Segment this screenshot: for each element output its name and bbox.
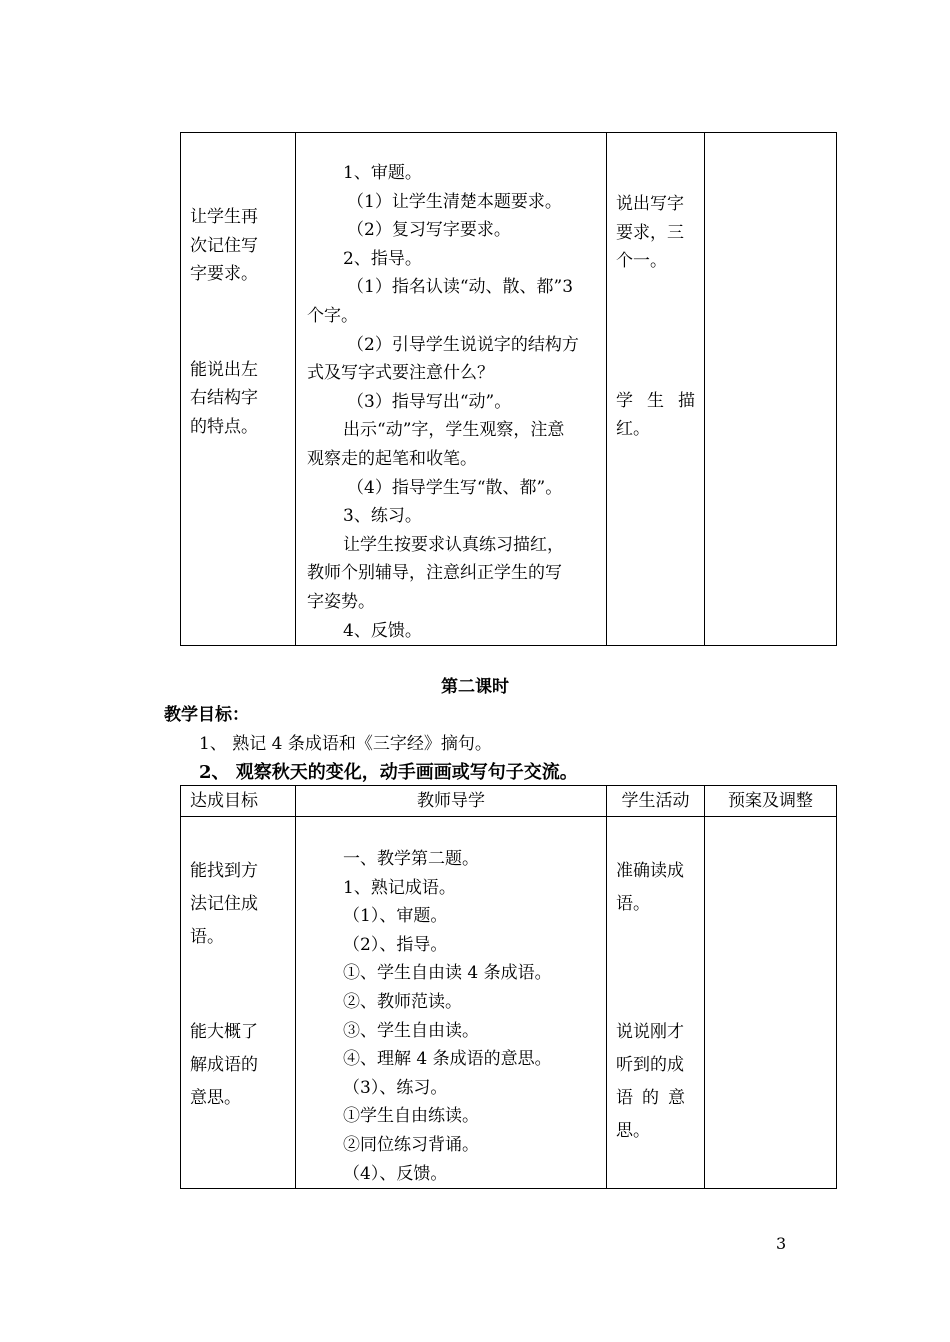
guide-line: 观察走的起笔和收笔。: [307, 448, 477, 469]
header-goal: 达成目标: [181, 786, 296, 817]
activity-line: 准确读成: [616, 861, 684, 881]
guide-line: （1）指名认读“动、散、都”3: [347, 277, 574, 298]
goal-line: 法记住成: [190, 894, 258, 914]
student-activity-cell: [607, 133, 709, 646]
guide-line: 出示“动”字，学生观察，注意: [343, 420, 565, 441]
goal-line: 意思。: [190, 1088, 241, 1108]
activity-line: 学生描: [616, 390, 709, 411]
goal-line: 的特点。: [190, 416, 258, 437]
guide-line: （3）指导写出“动”。: [347, 391, 512, 412]
guide-line: （2）、指导。: [343, 934, 448, 955]
guide-line: 教师个别辅导，注意纠正学生的写: [307, 563, 562, 584]
guide-line: 3、练习。: [343, 506, 422, 527]
goal-item-2: 2、 观察秋天的变化，动手画画或写句子交流。: [199, 762, 578, 783]
guide-line: 一、教学第二题。: [343, 849, 479, 869]
activity-line: 说出写字: [616, 194, 684, 214]
guide-line: （3）、练习。: [343, 1077, 448, 1098]
guide-line: ②同位练习背诵。: [343, 1134, 479, 1155]
activity-line: 要求，三: [616, 222, 684, 243]
guide-line: 让学生按要求认真练习描红，: [343, 534, 564, 555]
guide-line: （1）、审题。: [343, 906, 448, 927]
activity-line: 个一。: [616, 251, 667, 272]
activity-line: 说说刚才: [616, 1022, 684, 1042]
teacher-guide-cell: [296, 133, 607, 646]
page-number: 3: [776, 1234, 787, 1253]
guide-line: 个字。: [307, 305, 358, 326]
goal-line: 右结构字: [190, 388, 258, 409]
goal-cell: [181, 133, 296, 646]
goal-line: 字要求。: [190, 264, 258, 285]
guide-line: 1、审题。: [343, 163, 422, 183]
goal-line: 能说出左: [190, 359, 258, 380]
activity-line: 红。: [616, 419, 650, 440]
guide-line: 2、指导。: [343, 248, 422, 269]
guide-line: （4）、反馈。: [343, 1163, 448, 1184]
guide-line: 4、反馈。: [343, 620, 422, 641]
guide-line: ①、学生自由读 4 条成语。: [343, 963, 552, 984]
goal-line: 能大概了: [190, 1022, 258, 1042]
guide-line: （1）让学生清楚本题要求。: [347, 191, 562, 212]
lesson-table-2: [180, 785, 837, 1189]
goal-line: 能找到方: [190, 861, 258, 881]
header-student-activity: 学生活动: [607, 786, 705, 817]
guide-line: ①学生自由练读。: [343, 1106, 479, 1127]
adjustment-cell: [705, 133, 837, 646]
goal-line: 次记住写: [190, 235, 258, 256]
guide-line: ④、理解 4 条成语的意思。: [343, 1049, 552, 1070]
guide-line: （4）指导学生写“散、都”。: [347, 477, 563, 498]
guide-line: 字姿势。: [307, 591, 375, 612]
goal-item-1: 1、 熟记 4 条成语和《三字经》摘句。: [199, 734, 492, 754]
guide-line: ②、教师范读。: [343, 991, 462, 1012]
guide-line: 式及写字式要注意什么？: [307, 363, 494, 384]
goal-cell: [181, 817, 296, 1189]
teacher-guide-cell: [296, 817, 607, 1189]
activity-line: 思。: [616, 1121, 650, 1141]
adjustment-cell: [705, 817, 837, 1189]
guide-line: （2）引导学生说说字的结构方: [347, 334, 579, 355]
activity-line: 听到的成: [616, 1055, 684, 1075]
goals-title: 教学目标：: [164, 705, 249, 725]
goal-line: 语。: [190, 927, 224, 947]
lesson-table-1: [180, 132, 837, 646]
goal-line: 解成语的: [190, 1055, 258, 1075]
header-teacher-guide: 教师导学: [296, 786, 607, 817]
section-title: 第二课时: [441, 677, 509, 697]
goal-line: 让学生再: [190, 207, 258, 227]
header-adjustment: 预案及调整: [705, 786, 837, 817]
guide-line: （2）复习写字要求。: [347, 220, 511, 241]
student-activity-cell: [607, 817, 705, 1189]
guide-line: 1、熟记成语。: [343, 877, 456, 898]
activity-line: 语的意: [616, 1088, 694, 1108]
activity-line: 语。: [616, 894, 650, 914]
guide-line: ③、学生自由读。: [343, 1020, 479, 1041]
